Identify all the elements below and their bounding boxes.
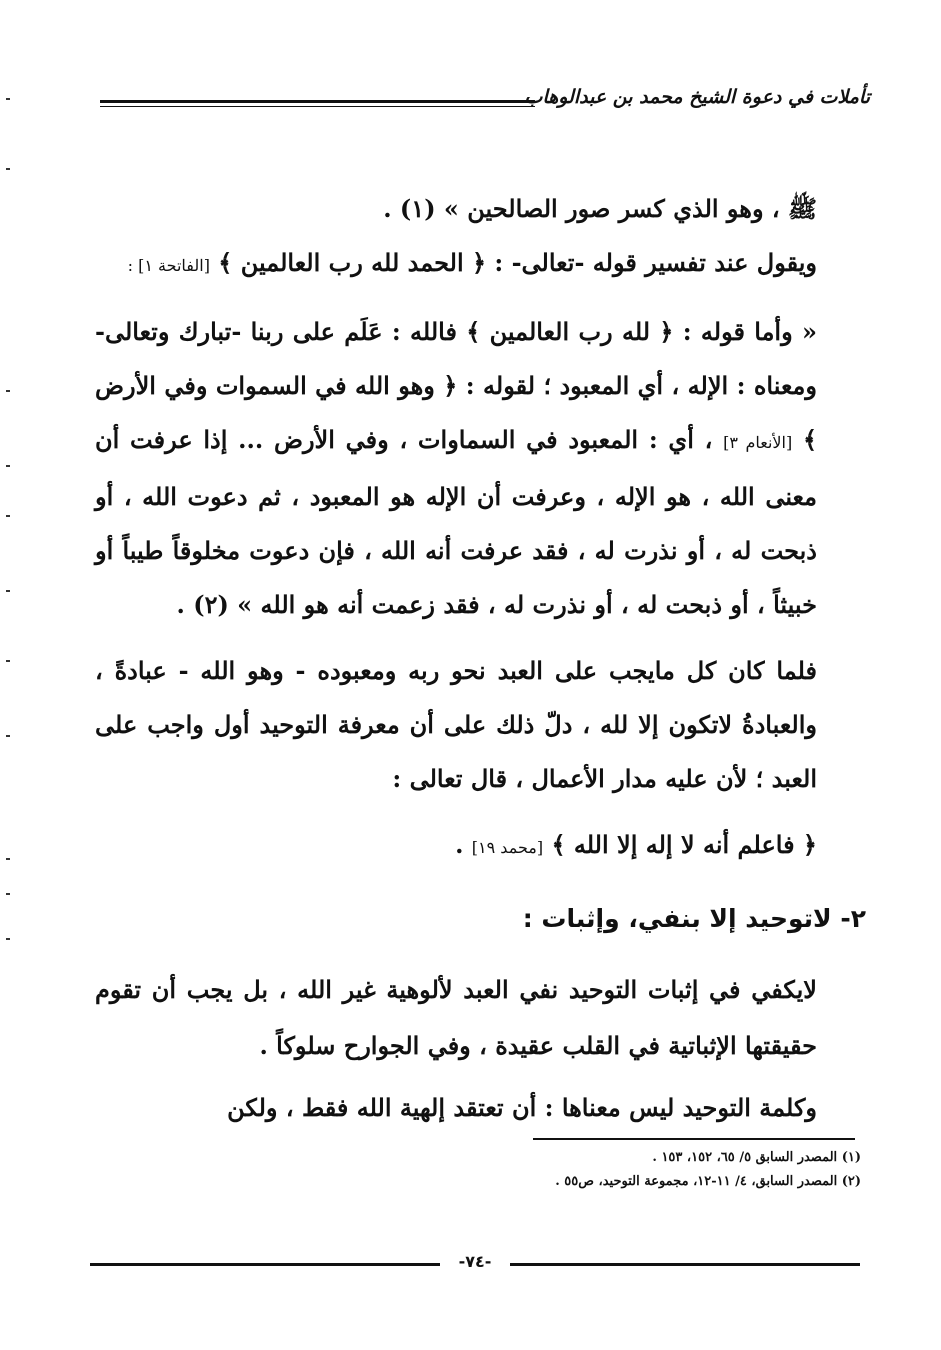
- scan-mark: [6, 893, 10, 895]
- body-text: [95, 182, 817, 887]
- footnote-rule: [533, 1138, 855, 1140]
- footnote: (١) المصدر السابق ٥/ ٦٥، ١٥٢، ١٥٣ .: [652, 1150, 861, 1165]
- scan-mark: [6, 515, 10, 517]
- section-heading: ٢- لاتوحيد إلا بنفي، وإثبات :: [522, 904, 866, 933]
- paragraph-text: ويقول عند تفسير قوله -تعالى- : ﴿ الحمد لله رب العالمين ﴾: [218, 248, 817, 277]
- scan-mark: [6, 858, 10, 860]
- scan-mark: [6, 98, 10, 100]
- scan-mark: [6, 590, 10, 592]
- footer-rule: [510, 1263, 860, 1266]
- verse-end: .: [455, 830, 464, 859]
- quran-verse: [95, 818, 817, 875]
- header-title: تأملات في دعوة الشيخ محمد بن عبدالوهاب: [524, 86, 870, 108]
- paragraph: لايكفي في إثبات التوحيد نفي العبد لألوهية غير الله ، بل يجب أن تقوم حقيقتها الإثباتية في القلب عقيدة ، وفي الجوارح سلوكاً .: [95, 975, 817, 1060]
- running-header: [100, 86, 870, 120]
- scan-mark: [6, 465, 10, 467]
- page-footer: [90, 1252, 860, 1276]
- page-number: -٧٤-: [458, 1252, 492, 1271]
- header-rule: [100, 100, 535, 107]
- scan-mark: [6, 735, 10, 737]
- paragraph: [95, 236, 817, 293]
- quran-reference: [الأنعام ٣]: [723, 433, 793, 452]
- scan-mark: [6, 660, 10, 662]
- scan-mark: [6, 938, 10, 940]
- paragraph: وكلمة التوحيد ليس معناها : أن تعتقد إلهية الله فقط ، ولكن: [227, 1093, 817, 1122]
- paragraph: ﷺ ، وهو الذي كسر صور الصالحين » (١) .: [383, 194, 817, 223]
- body-text-2: [95, 962, 817, 1142]
- footer-rule: [90, 1263, 440, 1266]
- paragraph: [95, 305, 817, 632]
- paragraph-text: « وأما قوله : ﴿ لله رب العالمين ﴾ فالله : عَلَم على ربنا -تبارك وتعالى- ومعناه : الإله ، أي المعبود ؛ لقوله : ﴿ وهو الله في السموات وفي الأرض ﴾: [95, 317, 818, 454]
- paragraph: فلما كان كل مايجب على العبد نحو ربه ومعبوده - وهو الله - عبادةً ، والعبادةُ لاتكون إلا لله ، دلّ ذلك على أن معرفة التوحيد أول واجب على العبد ؛ لأن عليه مدار الأعمال ، قال تعالى :: [95, 656, 817, 793]
- footnote: (٢) المصدر السابق، ٤/ ١١-١٢، مجموعة التوحيد، ص٥٥ .: [555, 1174, 861, 1189]
- footnotes: [361, 1146, 861, 1194]
- scan-mark: [6, 168, 10, 170]
- quran-reference: [الفاتحة ١] :: [127, 256, 210, 275]
- quran-reference: [محمد ١٩]: [471, 838, 544, 857]
- paragraph-text: ، أي : المعبود في السماوات ، وفي الأرض ... إذا عرفت أن معنى الله ، هو الإله ، وعرفت أن الإله هو المعبود ، ثم دعوت الله ، أو ذبحت له ، أو نذرت له ، فقد عرفت أنه الله ، فإن دعوت مخلوقاً طيباً أو خبيثاً ، أو ذبحت له ، أو نذرت له ، فقد زعمت أنه هو الله » (٢) .: [95, 425, 817, 619]
- verse-text: ﴿ فاعلم أنه لا إله إلا الله ﴾: [551, 830, 817, 859]
- scan-mark: [6, 390, 10, 392]
